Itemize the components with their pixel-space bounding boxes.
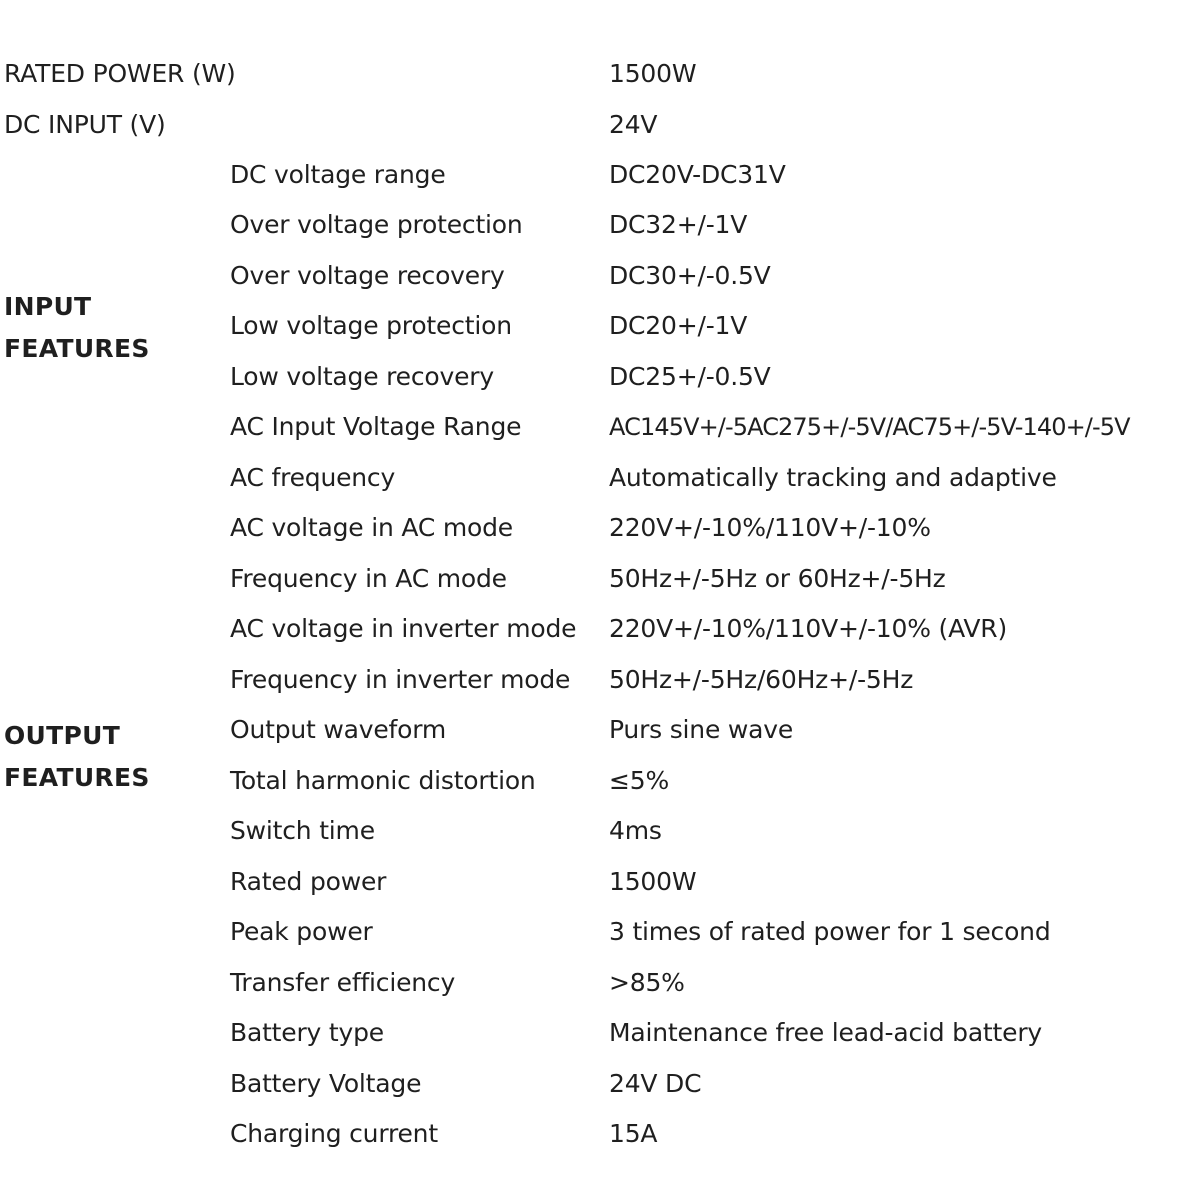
row-label: Switch time: [230, 816, 375, 845]
row-label: Over voltage protection: [230, 210, 523, 239]
row-label: AC voltage in AC mode: [230, 513, 513, 542]
row-value: 15A: [609, 1119, 658, 1148]
row-label: AC voltage in inverter mode: [230, 614, 577, 643]
row-label: Low voltage recovery: [230, 362, 494, 391]
row-label-dc-input-v: DC INPUT (V): [4, 110, 166, 139]
row-value: Maintenance free lead-acid battery: [609, 1018, 1042, 1047]
row-label: Charging current: [230, 1119, 438, 1148]
row-value: 50Hz+/-5Hz/60Hz+/-5Hz: [609, 665, 914, 694]
row-label-rated-power-w: RATED POWER (W): [4, 59, 236, 88]
row-value: 1500W: [609, 867, 697, 896]
row-value: DC20+/-1V: [609, 311, 748, 340]
row-value: DC25+/-0.5V: [609, 362, 771, 391]
section-title-output-features: OUTPUT FEATURES: [4, 721, 150, 792]
row-label: AC frequency: [230, 463, 396, 492]
row-label: Output waveform: [230, 715, 447, 744]
row-label: Battery Voltage: [230, 1069, 422, 1098]
row-label: Peak power: [230, 917, 373, 946]
row-value: ≤5%: [609, 766, 670, 795]
row-label: Frequency in inverter mode: [230, 665, 571, 694]
row-value: AC145V+/-5AC275+/-5V/AC75+/-5V-140+/-5V: [609, 413, 1130, 441]
row-value: 24V DC: [609, 1069, 702, 1098]
row-label: Over voltage recovery: [230, 261, 505, 290]
row-value: 220V+/-10%/110V+/-10%: [609, 513, 931, 542]
row-label: Total harmonic distortion: [230, 766, 536, 795]
row-label: Battery type: [230, 1018, 384, 1047]
row-value: 4ms: [609, 816, 662, 845]
row-value-rated-power-w: 1500W: [609, 59, 697, 88]
row-value: 50Hz+/-5Hz or 60Hz+/-5Hz: [609, 564, 946, 593]
row-value: Automatically tracking and adaptive: [609, 463, 1057, 492]
row-label: AC Input Voltage Range: [230, 412, 522, 441]
row-value: DC20V-DC31V: [609, 160, 786, 189]
row-value-dc-input-v: 24V: [609, 110, 658, 139]
row-label: DC voltage range: [230, 160, 446, 189]
row-value: Purs sine wave: [609, 715, 794, 744]
row-value: DC30+/-0.5V: [609, 261, 771, 290]
row-value: >85%: [609, 968, 685, 997]
row-value: 3 times of rated power for 1 second: [609, 917, 1051, 946]
row-label: Transfer efficiency: [230, 968, 456, 997]
row-label: Rated power: [230, 867, 387, 896]
row-value: DC32+/-1V: [609, 210, 748, 239]
row-label: Frequency in AC mode: [230, 564, 507, 593]
section-title-input-features: INPUT FEATURES: [4, 292, 150, 363]
row-label: Low voltage protection: [230, 311, 512, 340]
row-value: 220V+/-10%/110V+/-10% (AVR): [609, 614, 1008, 643]
